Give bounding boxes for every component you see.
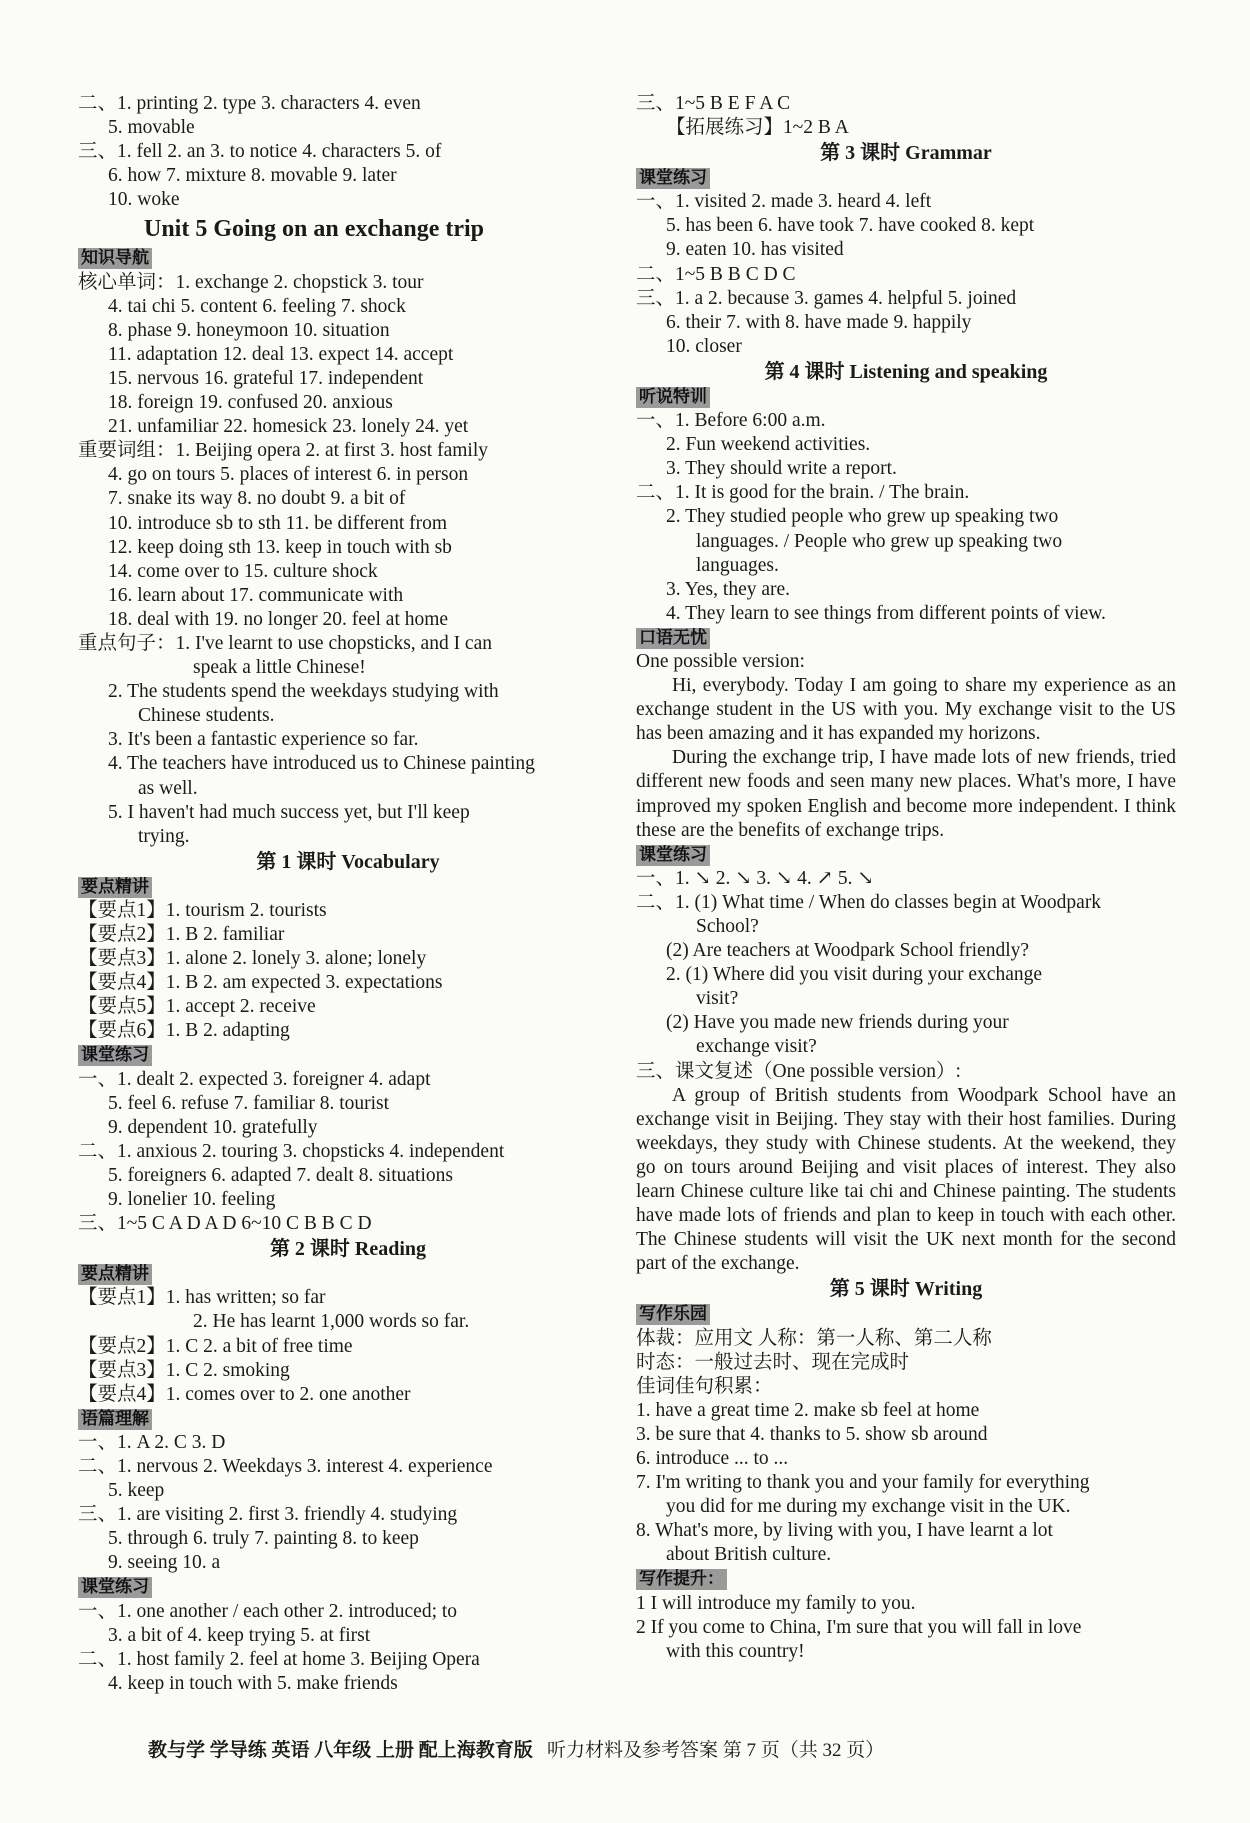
- answer-line: 二、1. nervous 2. Weekdays 3. interest 4. experience: [78, 1455, 493, 1477]
- answer-line: 【要点2】1. C 2. a bit of free time: [78, 1335, 353, 1357]
- answer-line: 6. how 7. mixture 8. movable 9. later: [108, 165, 397, 187]
- answer-line: 5. foreigners 6. adapted 7. dealt 8. situations: [108, 1164, 453, 1186]
- answer-line: 5. has been 6. have took 7. have cooked 8. kept: [666, 215, 1035, 237]
- section-label: 写作乐园: [636, 1304, 710, 1325]
- answer-line: 三、1~5 B E F A C: [636, 93, 791, 114]
- answer-line: 【拓展练习】1~2 B A: [666, 117, 849, 139]
- answer-line: Chinese students.: [138, 705, 275, 727]
- section-label: 要点精讲: [78, 877, 152, 898]
- unit-title: Unit 5 Going on an exchange trip: [144, 216, 485, 243]
- section-row: [78, 246, 618, 270]
- answer-line: 10. closer: [666, 335, 742, 357]
- lesson-heading: 第 2 课时 Reading: [269, 1238, 427, 1261]
- section-row: [78, 1043, 618, 1067]
- section-label: 课堂练习: [636, 168, 710, 189]
- section-label: 语篇理解: [78, 1409, 152, 1430]
- answer-line: 3. be sure that 4. thanks to 5. show sb around: [636, 1423, 988, 1445]
- answer-line: 8. What's more, by living with you, I have learnt a lot: [636, 1520, 1053, 1542]
- answer-line: 6. introduce ... to ...: [636, 1447, 789, 1469]
- section-label: 课堂练习: [636, 845, 710, 866]
- answer-line: 重要词组：1. Beijing opera 2. at first 3. host family: [78, 440, 488, 462]
- answer-line: 9. dependent 10. gratefully: [108, 1116, 318, 1138]
- answer-line: 3. Yes, they are.: [666, 578, 791, 600]
- answer-line: 二、1. anxious 2. touring 3. chopsticks 4. independent: [78, 1140, 505, 1162]
- answer-line: 10. woke: [108, 189, 180, 211]
- answer-line: 一、1. Before 6:00 a.m.: [636, 410, 826, 432]
- right-column: [636, 92, 1176, 1664]
- answer-line: speak a little Chinese!: [193, 657, 366, 679]
- section-label: 要点精讲: [78, 1264, 152, 1285]
- section-row: [636, 843, 1176, 867]
- answer-line: 3. a bit of 4. keep trying 5. at first: [108, 1624, 371, 1646]
- answer-line: 5. feel 6. refuse 7. familiar 8. tourist: [108, 1092, 390, 1114]
- answer-line: (2) Have you made new friends during your: [666, 1012, 1009, 1034]
- section-label: 课堂练习: [78, 1577, 152, 1598]
- answer-line: with this country!: [666, 1640, 805, 1662]
- answer-line: 5. I haven't had much success yet, but I'll keep: [108, 801, 470, 823]
- answer-line: 10. introduce sb to sth 11. be different from: [108, 512, 448, 534]
- answer-line: 6. their 7. with 8. have made 9. happily: [666, 311, 972, 333]
- section-row: [78, 1407, 618, 1431]
- answer-line: 3. They should write a report.: [666, 458, 897, 480]
- footer-page-info: 听力材料及参考答案 第 7 页（共 32 页）: [547, 1740, 885, 1761]
- answer-line: 一、1. A 2. C 3. D: [78, 1431, 226, 1453]
- answer-line: 【要点1】1. tourism 2. tourists: [78, 899, 327, 921]
- answer-line: languages.: [696, 554, 779, 576]
- answer-line: exchange visit?: [696, 1036, 817, 1058]
- answer-line: 5. keep: [108, 1480, 165, 1502]
- answer-line: 二、1. (1) What time / When do classes begin at Woodpark: [636, 891, 1102, 913]
- section-row: [78, 1262, 618, 1286]
- answer-line: 【要点2】1. B 2. familiar: [78, 924, 285, 945]
- paragraph: Hi, everybody. Today I am going to share my experience as an exchange student in the US with you. My exchange visit to the US has been amazing and it has expanded my horizons.: [636, 675, 1176, 745]
- answer-line: 9. eaten 10. has visited: [666, 239, 844, 261]
- answer-line: School?: [696, 916, 759, 937]
- paragraph: A group of British students from Woodpark School have an exchange visit in Beijing. They stay with their host families. During weekdays, they study with Chinese students. At the weekend, they go on tours around Beijing and visit places of interest. They also learn Chinese culture like tai chi and Chinese painting. The students have made lots of friends and plan to keep in touch with each other. The Chinese students will visit the UK next month for the second part of the exchange.: [636, 1084, 1176, 1275]
- answer-line: 【要点1】1. has written; so far: [78, 1287, 326, 1309]
- footer-book-title: 教与学 学导练 英语 八年级 上册 配上海教育版: [148, 1740, 533, 1761]
- answer-line: 二、1. It is good for the brain. / The brain.: [636, 482, 970, 504]
- answer-line: 8. phase 9. honeymoon 10. situation: [108, 319, 390, 341]
- answer-line: 【要点3】1. alone 2. lonely 3. alone; lonely: [78, 948, 427, 970]
- answer-line: 9. lonelier 10. feeling: [108, 1189, 276, 1211]
- section-label: 课堂练习: [78, 1045, 152, 1066]
- answer-line: 三、1. a 2. because 3. games 4. helpful 5. joined: [636, 287, 1017, 309]
- answer-line: 2 If you come to China, I'm sure that you will fall in love: [636, 1616, 1082, 1638]
- section-row: [636, 1567, 1176, 1591]
- answer-line: 一、1. one another / each other 2. introduced; to: [78, 1600, 458, 1622]
- section-label: 写作提升：: [636, 1569, 727, 1590]
- answer-line: 【要点4】1. B 2. am expected 3. expectations: [78, 972, 443, 994]
- answer-line: about British culture.: [666, 1544, 832, 1566]
- answer-line: 4. tai chi 5. content 6. feeling 7. shock: [108, 295, 406, 317]
- answer-line: 16. learn about 17. communicate with: [108, 584, 404, 606]
- answer-line: visit?: [696, 988, 739, 1010]
- answer-line: 核心单词：1. exchange 2. chopstick 3. tour: [78, 271, 424, 293]
- answer-line: 【要点5】1. accept 2. receive: [78, 996, 316, 1018]
- lesson-heading: 第 1 课时 Vocabulary: [256, 850, 440, 873]
- answer-line: 体裁：应用文 人称：第一人称、第二人称: [636, 1327, 992, 1349]
- answer-line: (2) Are teachers at Woodpark School friendly?: [666, 940, 1030, 962]
- answer-line: 4. They learn to see things from different points of view.: [666, 602, 1106, 624]
- answer-line: 5. through 6. truly 7. painting 8. to keep: [108, 1528, 419, 1550]
- answer-line: 2. The students spend the weekdays studying with: [108, 681, 499, 703]
- answer-line: 15. nervous 16. grateful 17. independent: [108, 367, 424, 389]
- section-row: [636, 626, 1176, 650]
- answer-line: 21. unfamiliar 22. homesick 23. lonely 24. yet: [108, 416, 469, 438]
- answer-line: 3. It's been a fantastic experience so far.: [108, 729, 419, 751]
- section-row: [636, 166, 1176, 190]
- answer-line: 1. have a great time 2. make sb feel at home: [636, 1399, 980, 1421]
- answer-line: trying.: [138, 825, 190, 847]
- answer-line: 二、1. printing 2. type 3. characters 4. even: [78, 93, 421, 114]
- answer-line: 18. foreign 19. confused 20. anxious: [108, 392, 393, 414]
- section-label: 听说特训: [636, 387, 710, 408]
- answer-line: 5. movable: [108, 117, 195, 139]
- answer-line: 三、1~5 C A D A D 6~10 C B B C D: [78, 1213, 372, 1235]
- answer-line: 11. adaptation 12. deal 13. expect 14. accept: [108, 343, 454, 365]
- section-row: [78, 875, 618, 899]
- answer-line: One possible version:: [636, 650, 805, 672]
- answer-line: 三、1. fell 2. an 3. to notice 4. characters 5. of: [78, 141, 442, 163]
- section-row: [78, 1575, 618, 1599]
- page-footer: [148, 1735, 1148, 1762]
- answer-line: 一、1. dealt 2. expected 3. foreigner 4. adapt: [78, 1068, 431, 1090]
- section-row: [636, 385, 1176, 409]
- paragraph: During the exchange trip, I have made lots of new friends, tried different new foods and seen many new places. What's more, I have improved my spoken English and become more independent. I think these are the benefits of exchange trips.: [636, 747, 1176, 841]
- section-row: [636, 1302, 1176, 1326]
- section-label: 知识导航: [78, 248, 152, 269]
- answer-line: 18. deal with 19. no longer 20. feel at home: [108, 608, 449, 630]
- answer-line: 4. The teachers have introduced us to Chinese painting: [108, 753, 535, 775]
- answer-line: 4. go on tours 5. places of interest 6. in person: [108, 464, 469, 486]
- answer-line: 一、1. ↘ 2. ↘ 3. ↘ 4. ↗ 5. ↘: [636, 867, 874, 889]
- answer-line: 佳词佳句积累：: [636, 1375, 773, 1397]
- section-label: 口语无忧: [636, 628, 710, 649]
- answer-line: 2. (1) Where did you visit during your exchange: [666, 964, 1043, 986]
- answer-line: 三、课文复述（One possible version）:: [636, 1060, 961, 1082]
- answer-line: 7. I'm writing to thank you and your family for everything: [636, 1472, 1090, 1494]
- answer-line: languages. / People who grew up speaking two: [696, 530, 1063, 552]
- answer-line: 14. come over to 15. culture shock: [108, 560, 378, 582]
- answer-line: 时态：一般过去时、现在完成时: [636, 1351, 910, 1373]
- answer-line: 4. keep in touch with 5. make friends: [108, 1672, 398, 1694]
- answer-line: 2. He has learnt 1,000 words so far.: [193, 1311, 470, 1333]
- answer-line: 9. seeing 10. a: [108, 1552, 221, 1574]
- answer-line: 二、1~5 B B C D C: [636, 263, 796, 285]
- answer-line: 12. keep doing sth 13. keep in touch with sb: [108, 536, 452, 558]
- answer-line: 1 I will introduce my family to you.: [636, 1592, 916, 1614]
- answer-line: 三、1. are visiting 2. first 3. friendly 4. studying: [78, 1504, 458, 1526]
- answer-line: 2. They studied people who grew up speaking two: [666, 506, 1059, 528]
- answer-line: 重点句子：1. I've learnt to use chopsticks, and I can: [78, 632, 492, 654]
- answer-line: 【要点3】1. C 2. smoking: [78, 1359, 290, 1381]
- answer-line: 【要点6】1. B 2. adapting: [78, 1020, 290, 1042]
- answer-line: you did for me during my exchange visit in the UK.: [666, 1496, 1071, 1518]
- answer-line: 二、1. host family 2. feel at home 3. Beijing Opera: [78, 1648, 480, 1670]
- lesson-heading: 第 4 课时 Listening and speaking: [764, 360, 1048, 383]
- answer-line: 【要点4】1. comes over to 2. one another: [78, 1383, 411, 1405]
- answer-line: as well.: [138, 777, 198, 799]
- answer-line: 7. snake its way 8. no doubt 9. a bit of: [108, 488, 406, 510]
- answer-line: 2. Fun weekend activities.: [666, 434, 871, 456]
- answer-line: 一、1. visited 2. made 3. heard 4. left: [636, 191, 932, 213]
- lesson-heading: 第 3 课时 Grammar: [820, 142, 992, 165]
- lesson-heading: 第 5 课时 Writing: [829, 1278, 983, 1301]
- left-column: [78, 92, 618, 1696]
